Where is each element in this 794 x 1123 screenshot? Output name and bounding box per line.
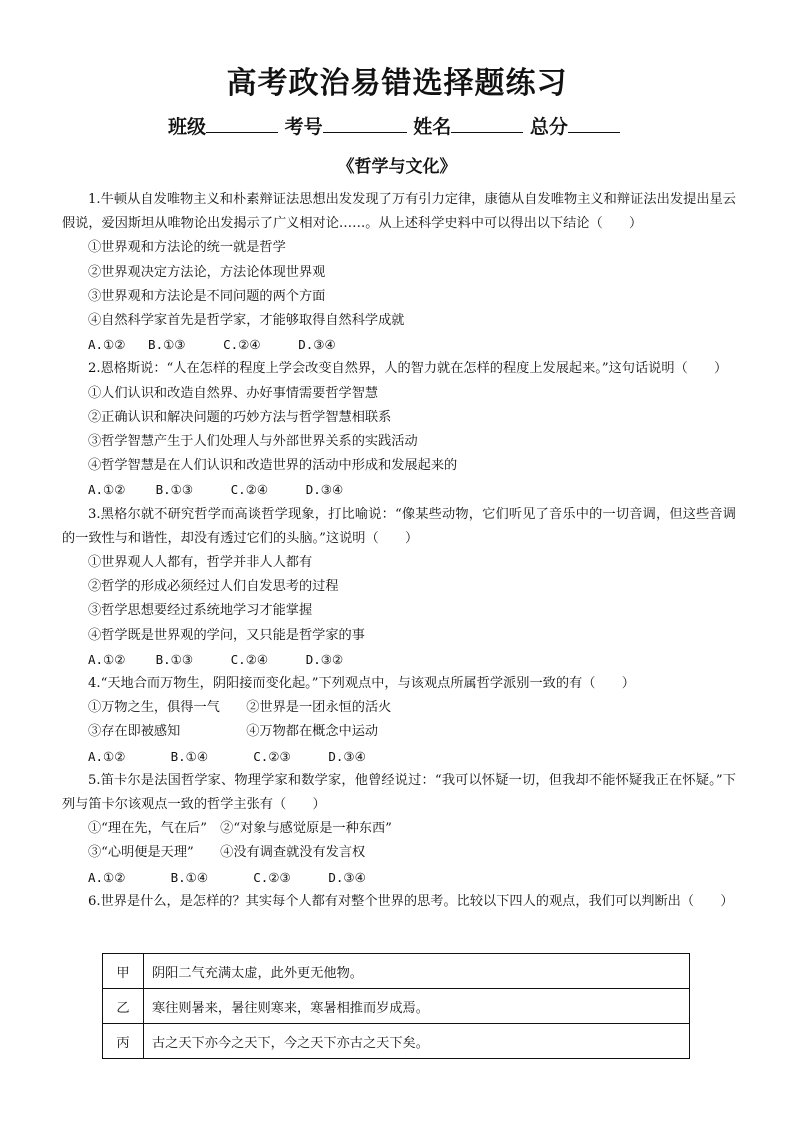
question-stem: 1.牛顿从自发唯物主义和朴素辩证法思想出发发现了万有引力定律，康德从自发唯物主义和辩证法出发提出星云假说，爱因斯坦从唯物论出发揭示了广义相对论……。从上述科学史料中可以得出以下结论（ ） [62, 192, 736, 232]
question-stem: 2.恩格斯说：“人在怎样的程度上学会改变自然界，人的智力就在怎样的程度上发展起来。”这句话说明（ ） [88, 361, 728, 377]
question-3 [62, 503, 736, 672]
question-4 [62, 672, 736, 769]
row-key: 甲 [103, 954, 144, 989]
option: ①世界观人人都有，哲学并非人人都有 [88, 555, 313, 571]
question-stem: 4.“天地合而万物生，阴阳接而变化起。”下列观点中，与该观点所属哲学派别一致的有（ ） [88, 676, 635, 692]
option: ②正确认识和解决问题的巧妙方法与哲学智慧相联系 [88, 409, 392, 425]
class-label: 班级 [168, 116, 207, 138]
option: ④哲学既是世界观的学问，又只能是哲学家的事 [88, 627, 365, 643]
question-5 [62, 769, 736, 890]
answer-choices: A.①② B.①③ C.②④ D.③② [88, 651, 344, 667]
question-1 [62, 188, 736, 357]
question-stem: 3.黑格尔就不研究哲学而高谈哲学现象，打比喻说：“像某些动物，它们听见了音乐中的一切音调，但这些音调的一致性与和谐性，却没有透过它们的头脑。”这说明（ ） [62, 506, 736, 546]
section-title: 《哲学与文化》 [337, 157, 457, 177]
table-row [103, 1024, 690, 1059]
answer-choices: A.①② B.①④ C.②③ D.③④ [88, 748, 366, 764]
row-text: 寒往则暑来，暑往则寒来，寒暑相推而岁成焉。 [144, 989, 690, 1024]
viewpoint-table [102, 953, 690, 1059]
number-blank [323, 114, 407, 133]
row-key: 乙 [103, 989, 144, 1024]
question-2 [62, 357, 736, 502]
table-row [103, 954, 690, 989]
question-stem: 6.世界是什么，是怎样的？其实每个人都有对整个世界的思考。比较以下四人的观点，我们可以判断出（ ） [88, 893, 734, 909]
score-label: 总分 [529, 116, 568, 138]
number-label: 考号 [284, 116, 323, 138]
option: ②哲学的形成必须经过人们自发思考的过程 [88, 579, 339, 595]
option: ①人们认识和改造自然界、办好事情需要哲学智慧 [88, 385, 379, 401]
option: ③哲学智慧产生于人们处理人与外部世界关系的实践活动 [88, 434, 418, 450]
option: ③存在即被感知 ④万物都在概念中运动 [88, 724, 379, 740]
option: ④哲学智慧是在人们认识和改造世界的活动中形成和发展起来的 [88, 458, 458, 474]
option: ④自然科学家首先是哲学家，才能够取得自然科学成就 [88, 313, 405, 329]
name-blank [451, 114, 523, 133]
table-row [103, 989, 690, 1024]
row-text: 阴阳二气充满太虚，此外更无他物。 [144, 954, 690, 989]
student-info-line [168, 112, 688, 139]
row-text: 古之天下亦今之天下，今之天下亦古之天下矣。 [144, 1024, 690, 1059]
answer-choices: A.①② B.①③ C.②④ D.③④ [88, 337, 336, 353]
option: ①万物之生，俱得一气 ②世界是一团永恒的活火 [88, 700, 392, 716]
page-title: 高考政治易错选择题练习 [226, 66, 568, 101]
option: ①“理在先，气在后” ②“对象与感觉原是一种东西” [88, 821, 392, 837]
option: ①世界观和方法论的统一就是哲学 [88, 240, 286, 256]
question-stem: 5.笛卡尔是法国哲学家、物理学家和数学家，他曾经说过：“我可以怀疑一切，但我却不能怀疑我正在怀疑。”下列与笛卡尔该观点一致的哲学主张有（ ） [62, 772, 736, 813]
answer-choices: A.①② B.①④ C.②③ D.③④ [88, 869, 366, 885]
row-key: 丙 [103, 1024, 144, 1059]
answer-choices: A.①② B.①③ C.②④ D.③④ [88, 482, 344, 498]
option: ②世界观决定方法论，方法论体现世界观 [88, 264, 326, 280]
option: ③世界观和方法论是不同问题的两个方面 [88, 288, 326, 304]
question-6 [62, 890, 736, 914]
score-blank [568, 114, 620, 133]
option: ③“心明便是天理” ④没有调查就没有发言权 [88, 845, 366, 861]
name-label: 姓名 [413, 116, 452, 138]
class-blank [206, 114, 278, 133]
questions [62, 188, 736, 914]
option: ③哲学思想要经过系统地学习才能掌握 [88, 603, 313, 619]
